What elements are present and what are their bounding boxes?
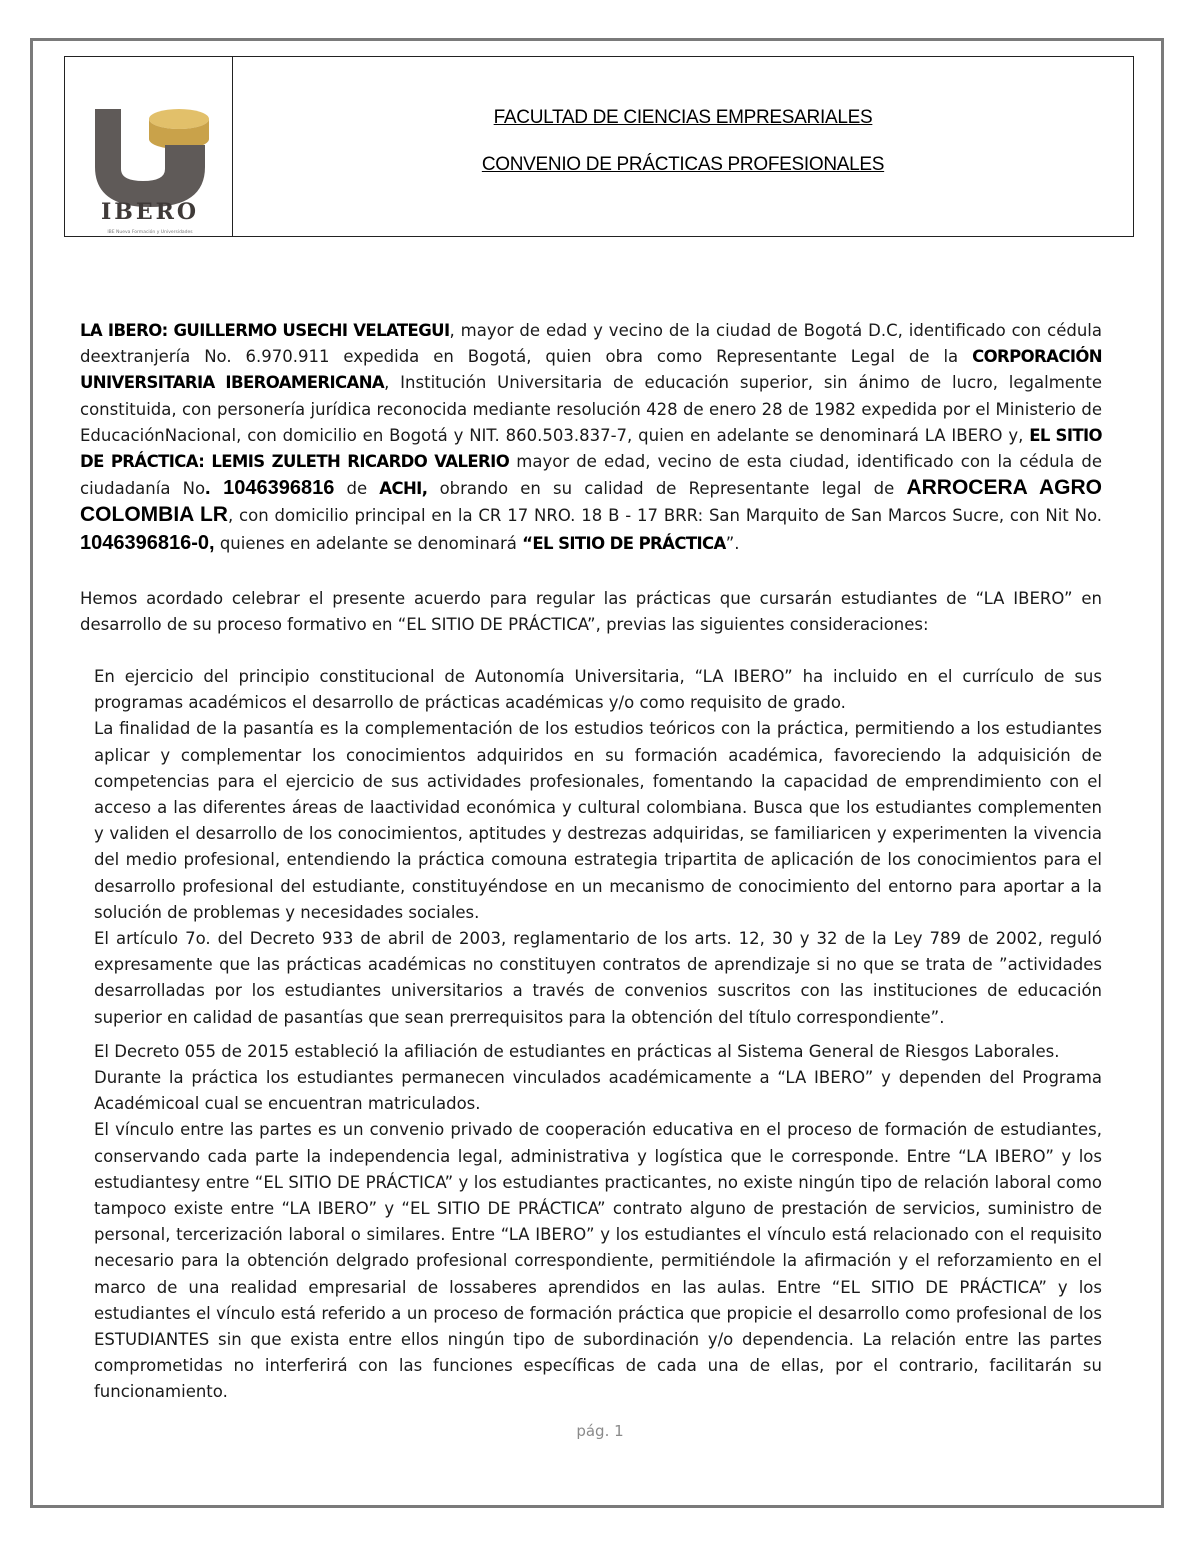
logo-tagline: IBE Nueva Formación y Universidades	[107, 230, 193, 235]
intro-text-7: quienes en adelante se denominará	[214, 533, 523, 553]
consideration-item: Durante la práctica los estudiantes permanecen vinculados académicamente a “LA IBERO” y dependen del Programa Académicoal cual se encuentran matriculados.	[94, 1068, 1102, 1114]
id-issue-place: ACHI,	[379, 479, 428, 499]
intro-text-6: , con domicilio principal en la CR 17 NRO. 18 B - 17 BRR: San Marquito de San Marcos Sucre, con Nit No.	[227, 506, 1102, 526]
ibero-rep-label: LA IBERO: GUILLERMO USECHI VELATEGUI	[80, 321, 450, 340]
institution-name: CORPORACIÓN UNIVERSITARIA IBEROAMERICANA	[80, 347, 1102, 393]
intro-text-4: de	[334, 479, 380, 499]
id-number: . 1046396816	[205, 477, 335, 500]
company-nit: 1046396816-0,	[80, 531, 215, 554]
intro-paragraph	[80, 318, 1102, 557]
consideration-item: El artículo 7o. del Decreto 933 de abril de 2003, reglamentario de los arts. 12, 30 y 32 de la Ley 789 de 2002, reguló expresamente que las prácticas académicas no constituyen contratos de aprendizaje si no que se trata de ”actividades desarrolladas por los estudiantes universitarios a través de convenios suscritos con las instituciones de educación superior en calidad de pasantías que sean prerrequisitos para la obtención del título correspondiente”.	[94, 929, 1102, 1027]
logo-cell	[65, 57, 233, 236]
title-cell	[233, 57, 1133, 236]
intro-text-3: mayor de edad, vecino de esta ciudad, identificado con la cédula de ciudadanía No	[80, 452, 1102, 499]
agreement-title: CONVENIO DE PRÁCTICAS PROFESIONALES	[481, 154, 885, 175]
ibero-logo	[65, 57, 231, 236]
intro-text-2: , Institución Universitaria de educación superior, sin ánimo de lucro, legalmente constituida, con personería jurídica reconocida mediante resolución 428 de enero 28 de 1982 expedida por el Ministerio de EducaciónNacional, con domicilio en Bogotá y NIT. 860.503.837-7, quien en adelante se denominará LA IBERO y,	[80, 373, 1102, 445]
intro-text-1: , mayor de edad y vecino de la ciudad de Bogotá D.C, identificado con cédula deextranjería No. 6.970.911 expedida en Bogotá, quien obra como Representante Legal de la	[80, 321, 1102, 367]
practice-site-rep-label: EL SITIO DE PRÁCTICA: LEMIS ZULETH RICARDO VALERIO	[80, 425, 1102, 472]
consideration-item: La finalidad de la pasantía es la complementación de los estudios teóricos con la práctica, permitiendo a los estudiantes aplicar y complementar los conocimientos adquiridos en su formación académica, favoreciendo la adquisición de competencias para el ejercicio de sus actividades profesionales, fomentando la capacidad de emprendimiento con el acceso a las diferentes áreas de laactividad económica y cultural colombiana. Busca que los estudiantes complementen y validen el desarrollo de los conocimientos, aptitudes y destrezas adquiridas, se familiaricen y experimenten la vivencia del medio profesional, entendiendo la práctica comouna estrategia tripartita de aplicación de los conocimientos para el desarrollo profesional del estudiante, constituyéndose en un mecanismo de conocimiento del entorno para aportar a la solución de problemas y necesidades sociales.	[94, 719, 1102, 922]
intro-text-8: ”.	[725, 533, 740, 553]
considerations-list	[94, 664, 1102, 1406]
page-number: pág. 1	[576, 1422, 624, 1440]
consideration-item: En ejercicio del principio constitucional de Autonomía Universitaria, “LA IBERO” ha incluido en el currículo de sus programas académicos el desarrollo de prácticas académicas y/o como requisito de grado.	[94, 667, 1102, 713]
agreement-paragraph: Hemos acordado celebrar el presente acuerdo para regular las prácticas que cursarán estudiantes de “LA IBERO” en desarrollo de su proceso formativo en “EL SITIO DE PRÁCTICA”, previas las siguientes consideraciones:	[80, 589, 1102, 635]
consideration-item: El vínculo entre las partes es un convenio privado de cooperación educativa en el proceso de formación de estudiantes, conservando cada parte la independencia legal, administrativa y logística que le corresponde. Entre “LA IBERO” y los estudiantesy entre “EL SITIO DE PRÁCTICA” y los estudiantes practicantes, no existe ningún tipo de relación laboral como tampoco existe entre “LA IBERO” y “EL SITIO DE PRÁCTICA” contrato alguno de prestación de servicios, suministro de personal, tercerización laboral o similares. Entre “LA IBERO” y los estudiantes el vínculo está relacionado con el requisito necesario para la obtención delgrado profesional correspondiente, permitiéndole la afirmación y el reforzamiento en el marco de una realidad empresarial de lossaberes aprendidos en las aulas. Entre “EL SITIO DE PRÁCTICA” y los estudiantes el vínculo está referido a un proceso de formación práctica que propicie el desarrollo como profesional de los ESTUDIANTES sin que exista entre ellos ningún tipo de subordinación y/o dependencia. La relación entre las partes comprometidas no interferirá con las funciones específicas de cada una de ellas, por el contrario, facilitarán su funcionamiento.	[94, 1120, 1102, 1402]
consideration-item: El Decreto 055 de 2015 estableció la afiliación de estudiantes en prácticas al Sistema General de Riesgos Laborales.	[94, 1041, 1060, 1061]
document-header	[64, 56, 1134, 237]
practice-site-alias: “EL SITIO DE PRÁCTICA	[522, 533, 726, 553]
logo-wordmark: IBERO	[100, 199, 200, 225]
intro-text-5: obrando en su calidad de Representante legal de	[427, 479, 907, 499]
company-name: ARROCERA AGRO COLOMBIA LR	[80, 476, 1102, 527]
faculty-title: FACULTAD DE CIENCIAS EMPRESARIALES	[493, 107, 873, 128]
